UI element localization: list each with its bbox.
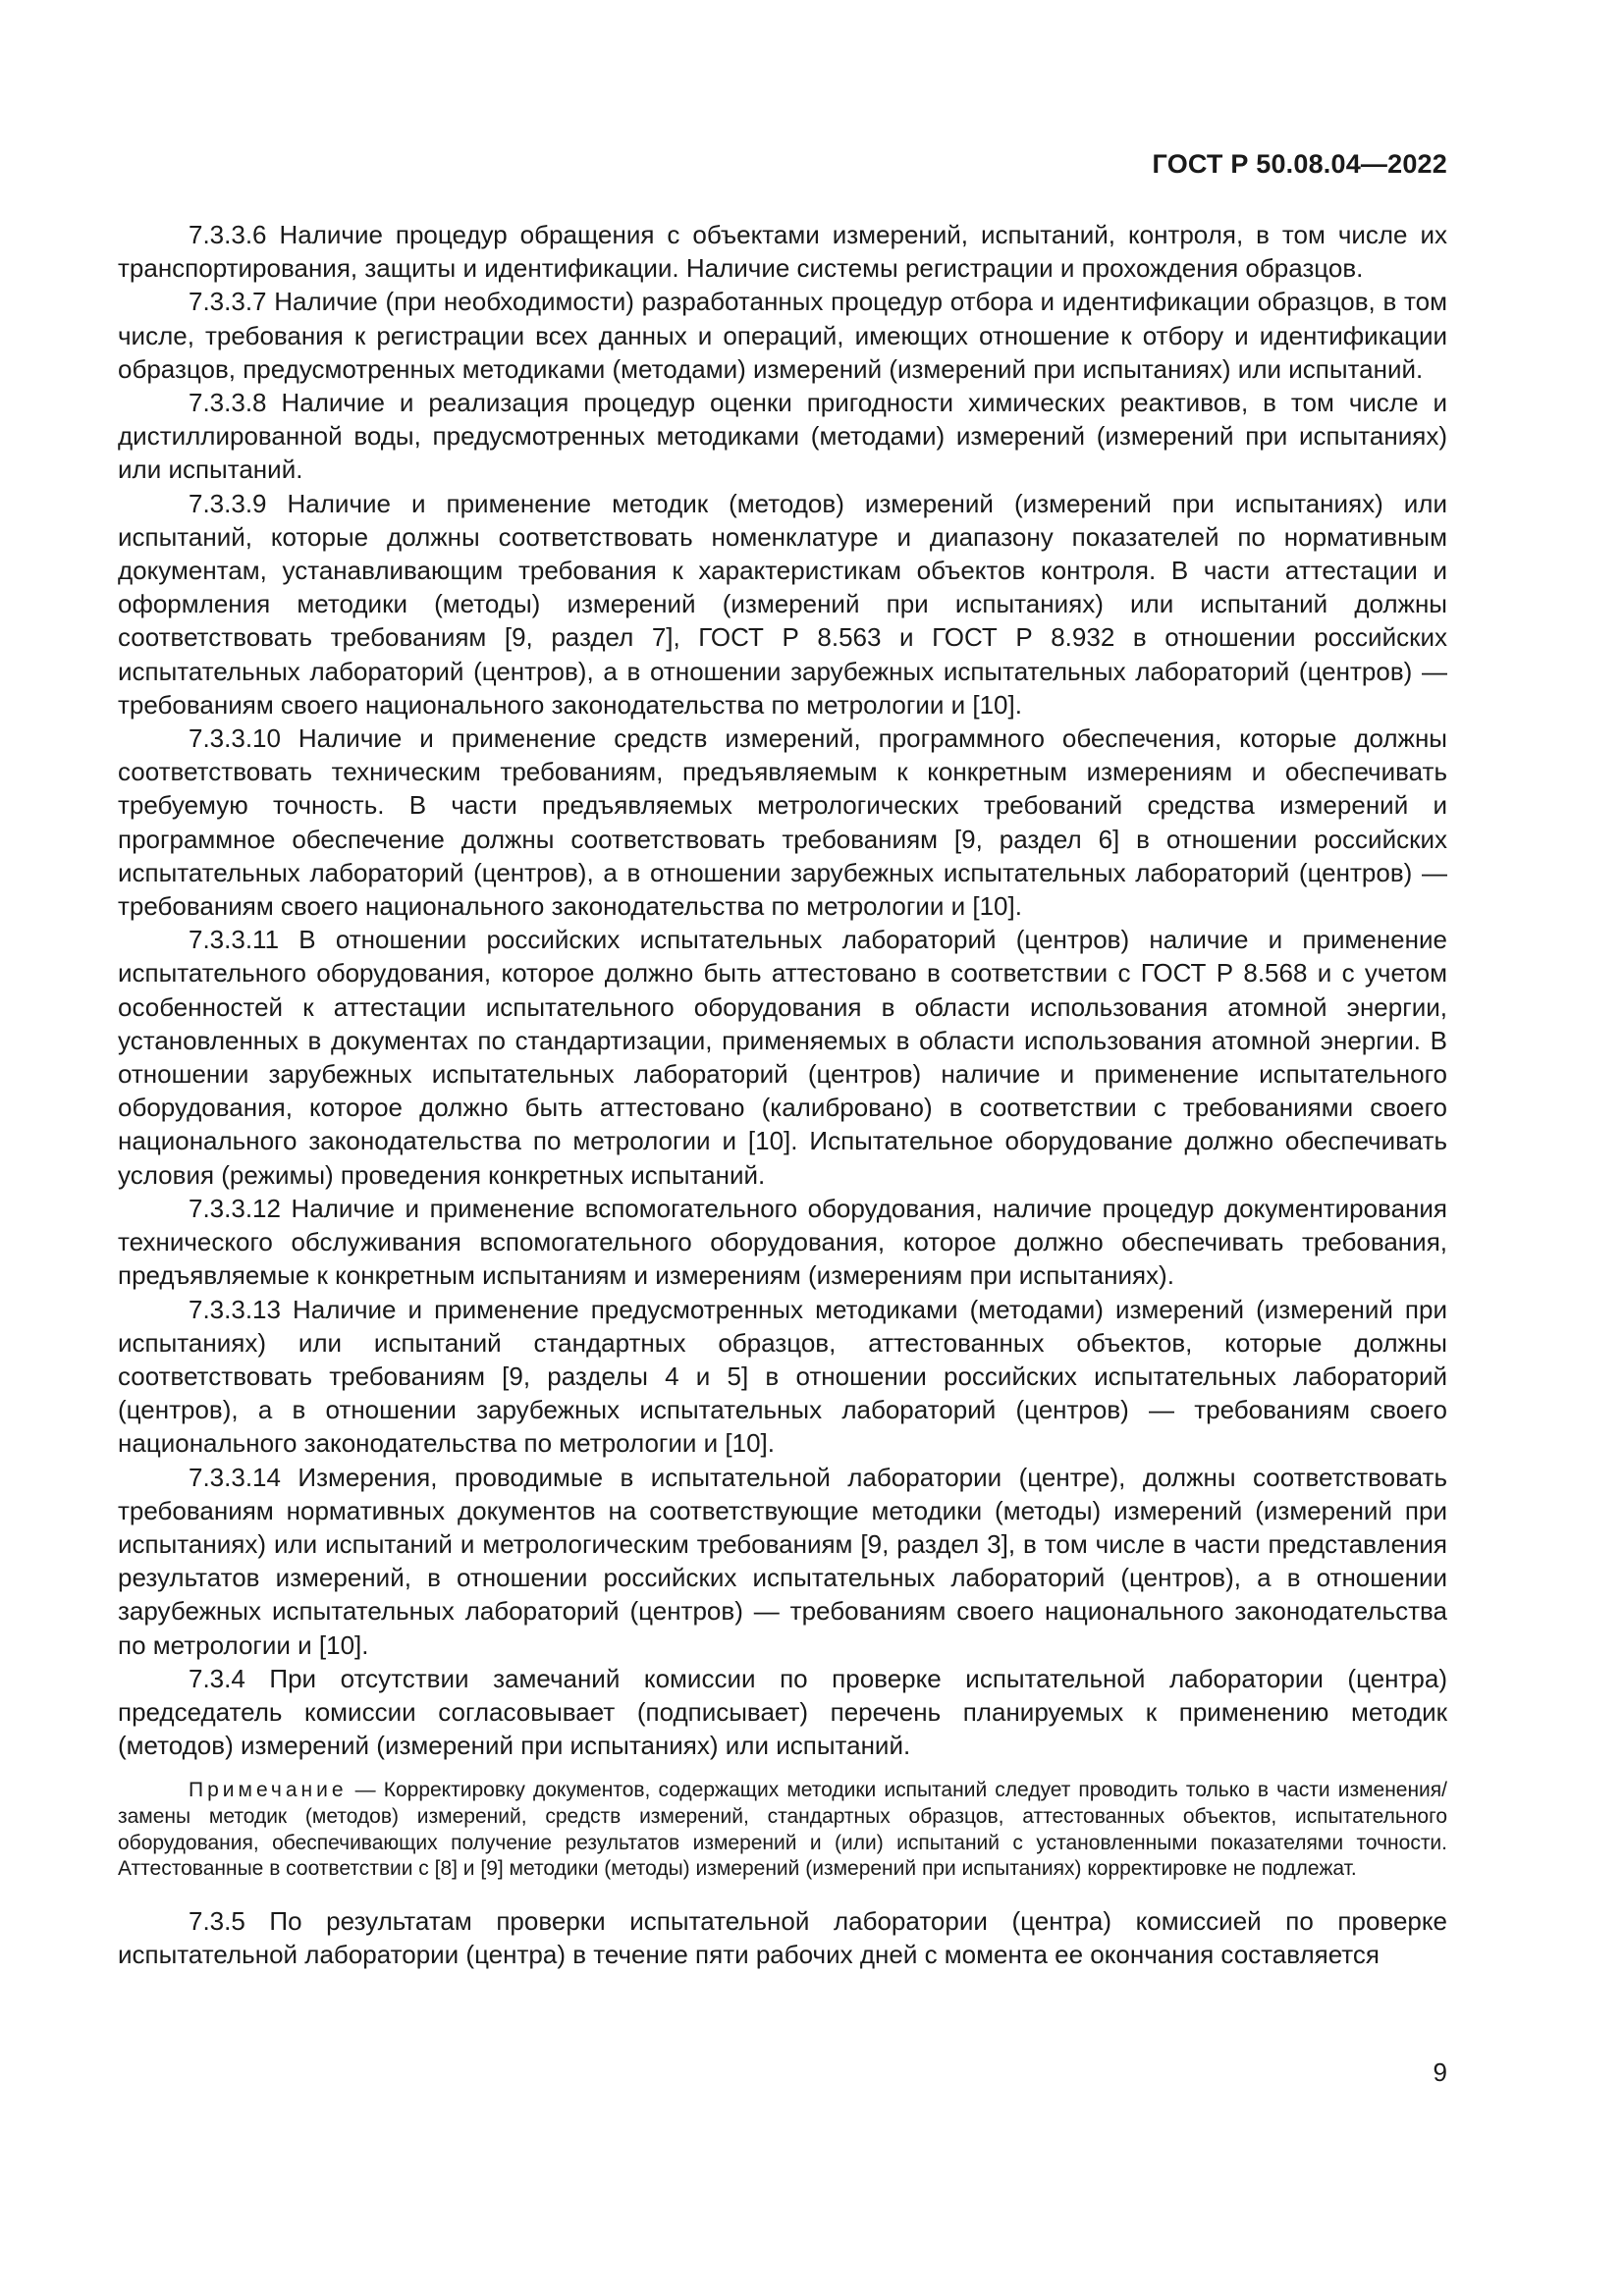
paragraph-7-3-3-14: 7.3.3.14 Измерения, проводимые в испытательной лаборатории (центре), должны соответствовать требованиям нормативных документов на соответствующие методики (методы) измерений (измерений при испытаниях) или испытаний и метрологическим требованиям [9, раздел 3], в том числе в части представления результатов измерений, в отношении российских испытательных лабораторий (центров), а в отношении зарубежных испытательных лабораторий (центров) — требованиям своего национального законодательства по метрологии и [10].	[118, 1462, 1447, 1660]
paragraph-7-3-3-8: 7.3.3.8 Наличие и реализация процедур оценки пригодности химических реактивов, в том числе и дистиллированной воды, предусмотренных методиками (методами) измерений (измерений при испытаниях) или испытаний.	[118, 388, 1447, 485]
note	[118, 1778, 1447, 1882]
body-text	[118, 218, 1447, 1971]
document-code-header: ГОСТ Р 50.08.04—2022	[1152, 149, 1447, 179]
paragraph-7-3-3-12: 7.3.3.12 Наличие и применение вспомогательного оборудования, наличие процедур документирования технического обслуживания вспомогательного оборудования, которое должно обеспечивать требования, предъявляемые к конкретным испытаниям и измерениям (измерениям при испытаниях).	[118, 1193, 1447, 1291]
paragraph-7-3-3-6: 7.3.3.6 Наличие процедур обращения с объектами измерений, испытаний, контроля, в том числе их транспортирования, защиты и идентификации. Наличие системы регистрации и прохождения образцов.	[118, 220, 1447, 284]
paragraph-7-3-4: 7.3.4 При отсутствии замечаний комиссии по проверке испытательной лаборатории (центра) председатель комиссии согласовывает (подписывает) перечень планируемых к применению методик (методов) измерений (измерений при испытаниях) или испытаний.	[118, 1663, 1447, 1761]
paragraph-7-3-3-10: 7.3.3.10 Наличие и применение средств измерений, программного обеспечения, которые должны соответствовать техническим требованиям, предъявляемым к конкретным измерениям и обеспечивать требуемую точность. В части предъявляемых метрологических требований средства измерений и программное обеспечение должны соответствовать требованиям [9, раздел 6] в отношении российских испытательных лабораторий (центров), а в отношении зарубежных испытательных лабораторий (центров) — требованиям своего национального законодательства по метрологии и [10].	[118, 723, 1447, 922]
page-number: 9	[1433, 2057, 1447, 2087]
paragraph-7-3-5: 7.3.5 По результатам проверки испытательной лаборатории (центра) комиссией по проверке испытательной лаборатории (центра) в течение пяти рабочих дней с момента ее окончания составляется	[118, 1905, 1447, 1969]
note-text: — Корректировку документов, содержащих методики испытаний следует проводить только в части изменения/замены методик (методов) измерений, средств измерений, стандартных образцов, аттестованных объектов, испытательного оборудования, обеспечивающих получение результатов измерений и (или) испытаний с установленными показателями точности. Аттестованные в соответствии с [8] и [9] методики (методы) измерений (измерений при испытаниях) корректировке не подлежат.	[118, 1779, 1447, 1881]
paragraph-7-3-3-11: 7.3.3.11 В отношении российских испытательных лабораторий (центров) наличие и применение испытательного оборудования, которое должно быть аттестовано в соответствии с ГОСТ Р 8.568 и с учетом особенностей к аттестации испытательного оборудования в области использования атомной энергии, установленных в документах по стандартизации, применяемых в области использования атомной энергии. В отношении зарубежных испытательных лабораторий (центров) наличие и применение испытательного оборудования, которое должно быть аттестовано (калибровано) в соответствии с требованиями своего национального законодательства по метрологии и [10]. Испытательное оборудование должно обеспечивать условия (режимы) проведения конкретных испытаний.	[118, 925, 1447, 1190]
paragraph-7-3-3-9: 7.3.3.9 Наличие и применение методик (методов) измерений (измерений при испытаниях) или испытаний, которые должны соответствовать номенклатуре и диапазону показателей по нормативным документам, устанавливающим требования к характеристикам объектов контроля. В части аттестации и оформления методики (методы) измерений (измерений при испытаниях) или испытаний должны соответствовать требованиям [9, раздел 7], ГОСТ Р 8.563 и ГОСТ Р 8.932 в отношении российских испытательных лабораторий (центров), а в отношении зарубежных испытательных лабораторий (центров) — требованиям своего национального законодательства по метрологии и [10].	[118, 488, 1447, 720]
paragraph-7-3-3-13: 7.3.3.13 Наличие и применение предусмотренных методиками (методами) измерений (измерений при испытаниях) или испытаний стандартных образцов, аттестованных объектов, которые должны соответствовать требованиям [9, разделы 4 и 5] в отношении российских испытательных лабораторий (центров), а в отношении зарубежных испытательных лабораторий (центров) — требованиям своего национального законодательства по метрологии и [10].	[118, 1294, 1447, 1459]
paragraph-7-3-3-7: 7.3.3.7 Наличие (при необходимости) разработанных процедур отбора и идентификации образцов, в том числе, требования к регистрации всех данных и операций, имеющих отношение к отбору и идентификации образцов, предусмотренных методиками (методами) измерений (измерений при испытаниях) или испытаний.	[118, 287, 1447, 384]
note-label: Примечание	[189, 1779, 348, 1802]
